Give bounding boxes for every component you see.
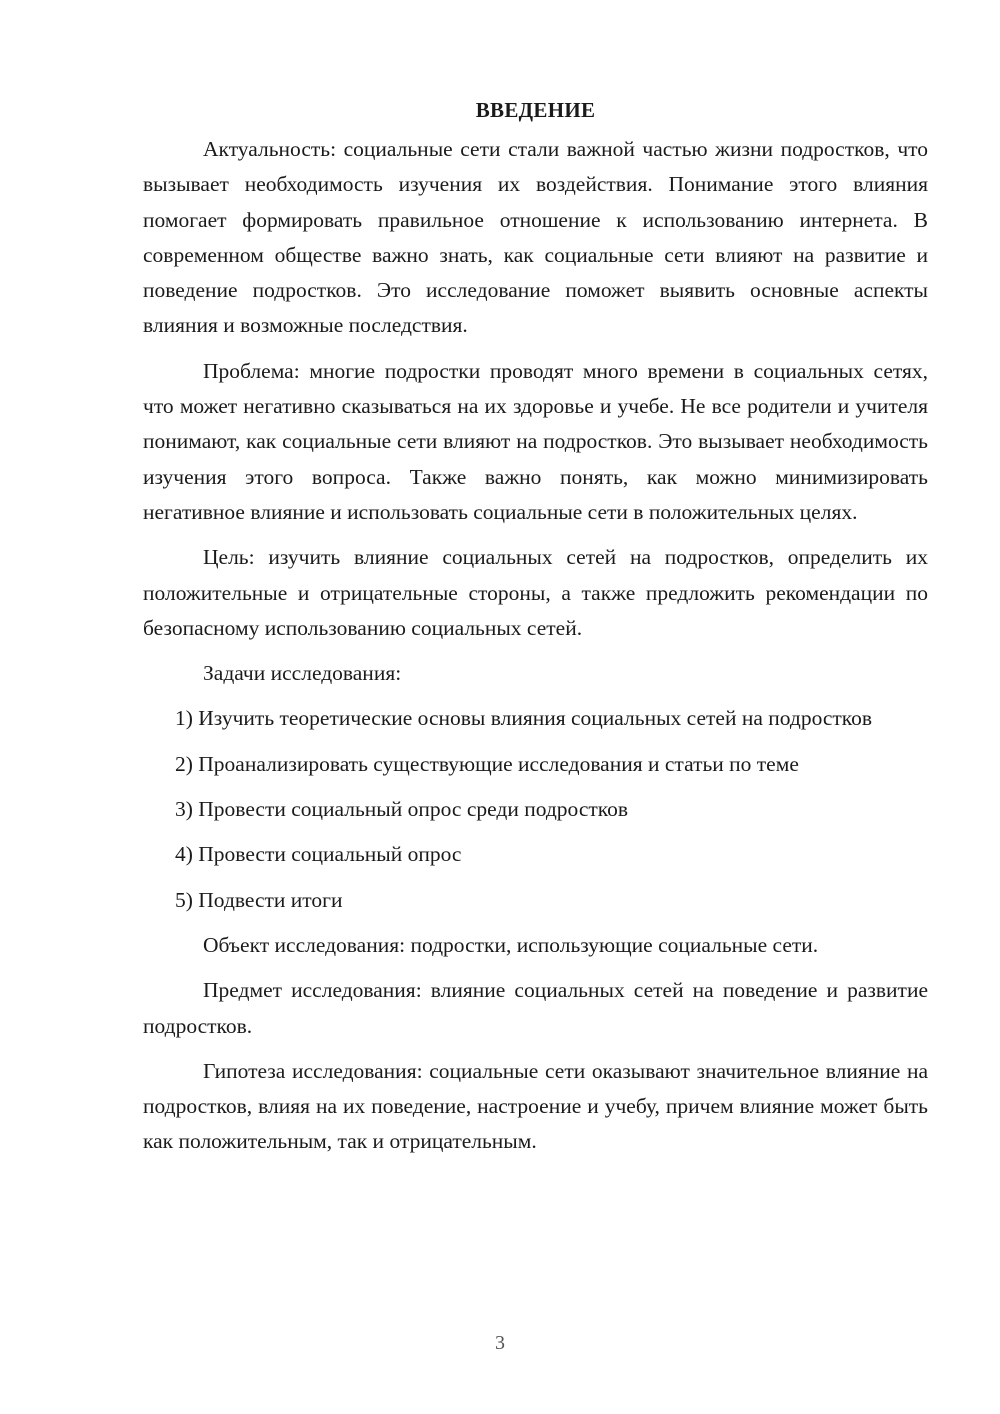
- page-number: 3: [495, 1332, 505, 1354]
- page-title: ВВЕДЕНИЕ: [475, 98, 596, 122]
- list-item: 3) Провести социальный опрос среди подростков: [175, 797, 629, 822]
- list-item: 2) Проанализировать существующие исследования и статьи по теме: [175, 751, 799, 776]
- paragraph-tasks-intro: Задачи исследования:: [203, 661, 402, 686]
- list-item: 1) Изучить теоретические основы влияния социальных сетей на подростков: [175, 706, 873, 731]
- paragraph-relevance: Актуальность: социальные сети стали важной частью жизни подростков, что вызывает необходимость изучения их воздействия. Понимание этого влияния помогает формировать правильное отношение к использованию интернета. В современном обществе важно знать, как социальные сети влияют на развитие и поведение подростков. Это исследование поможет выявить основные аспекты влияния и возможные последствия.: [143, 137, 928, 338]
- document-page: [143, 88, 928, 1160]
- paragraph-problem: Проблема: многие подростки проводят много времени в социальных сетях, что может негативно сказываться на их здоровье и учебе. Не все родители и учителя понимают, как социальные сети влияют на подростков. Это вызывает необходимость изучения этого вопроса. Также важно понять, как можно минимизировать негативное влияние и использовать социальные сети в положительных целях.: [143, 358, 928, 524]
- paragraph-subject: Предмет исследования: влияние социальных сетей на поведение и развитие подростков.: [143, 978, 928, 1038]
- tasks-list: [143, 701, 928, 917]
- paragraph-object: Объект исследования: подростки, использующие социальные сети.: [203, 932, 819, 957]
- paragraph-goal: Цель: изучить влияние социальных сетей на подростков, определить их положительные и отрицательные стороны, а также предложить рекомендации по безопасному использованию социальных сетей.: [143, 545, 928, 640]
- list-item: 5) Подвести итоги: [175, 887, 343, 912]
- paragraph-hypothesis: Гипотеза исследования: социальные сети оказывают значительное влияние на подростков, влияя на их поведение, настроение и учебу, причем влияние может быть как положительным, так и отрицательным.: [143, 1058, 928, 1154]
- list-item: 4) Провести социальный опрос: [175, 842, 462, 867]
